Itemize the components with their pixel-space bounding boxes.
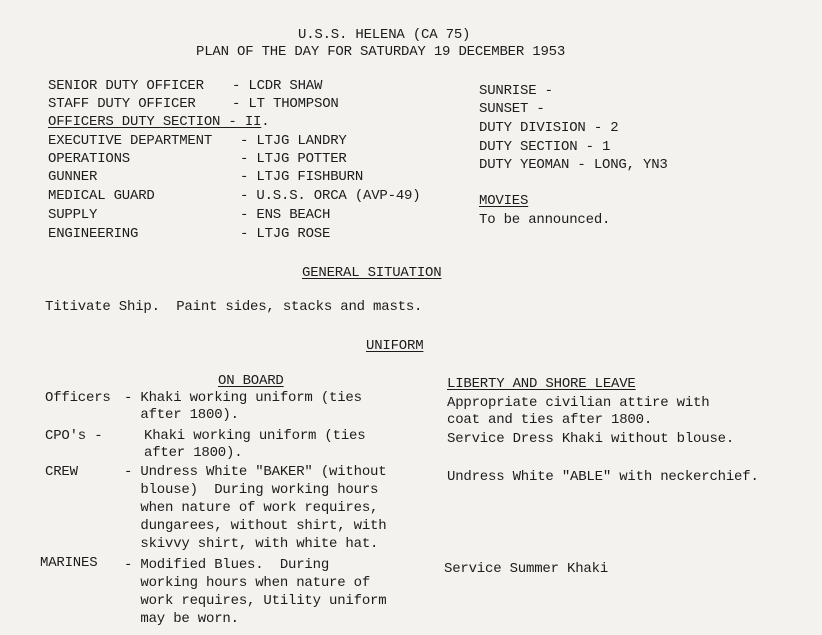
- dept-value: - LTJG LANDRY: [240, 133, 347, 149]
- sunset: SUNSET -: [479, 101, 545, 117]
- general-situation-text: Titivate Ship. Paint sides, stacks and masts.: [45, 299, 423, 315]
- uniform-liberty-line: Service Dress Khaki without blouse.: [447, 431, 735, 447]
- uniform-liberty-line: Service Summer Khaki: [444, 561, 609, 577]
- dept-label: SUPPLY: [48, 207, 98, 223]
- uniform-on-board-line: blouse) During working hours: [124, 482, 379, 498]
- uniform-on-board-line: working hours when nature of: [124, 575, 371, 591]
- staff-duty-value: - LT THOMPSON: [232, 96, 339, 112]
- staff-duty-label: STAFF DUTY OFFICER: [48, 96, 196, 112]
- movies-heading: MOVIES: [479, 193, 529, 209]
- uniform-row-label: CREW: [45, 464, 78, 480]
- dept-value: - LTJG FISHBURN: [240, 169, 364, 185]
- duty-yeoman: DUTY YEOMAN - LONG, YN3: [479, 157, 668, 173]
- uniform-liberty-line: Appropriate civilian attire with: [447, 395, 710, 411]
- dept-value: - LTJG ROSE: [240, 226, 331, 242]
- uniform-liberty-line: coat and ties after 1800.: [447, 412, 653, 428]
- uniform-on-board-line: when nature of work requires,: [124, 500, 379, 516]
- uniform-on-board-line: work requires, Utility uniform: [124, 593, 387, 609]
- uniform-row-label: MARINES: [40, 555, 98, 571]
- sdo-value: - LCDR SHAW: [232, 78, 323, 94]
- uniform-on-board-line: dungarees, without shirt, with: [124, 518, 387, 534]
- duty-section-heading-text: OFFICERS DUTY SECTION - II: [48, 114, 262, 130]
- uniform-on-board-line: - Modified Blues. During: [124, 557, 330, 573]
- dept-label: EXECUTIVE DEPARTMENT: [48, 133, 213, 149]
- duty-section: DUTY SECTION - 1: [479, 139, 611, 155]
- general-situation-heading: GENERAL SITUATION: [302, 265, 442, 281]
- liberty-heading: LIBERTY AND SHORE LEAVE: [447, 376, 636, 392]
- dept-label: ENGINEERING: [48, 226, 139, 242]
- uniform-on-board-line: may be worn.: [124, 611, 239, 627]
- uniform-on-board-line: after 1800).: [124, 407, 239, 423]
- uniform-row-label: Officers: [45, 390, 111, 406]
- dept-label: MEDICAL GUARD: [48, 188, 155, 204]
- dept-label: OPERATIONS: [48, 151, 131, 167]
- uniform-on-board-line: skivvy shirt, with white hat.: [124, 536, 379, 552]
- uniform-heading: UNIFORM: [366, 338, 424, 354]
- uniform-on-board-line: after 1800).: [144, 445, 243, 461]
- dept-value: - U.S.S. ORCA (AVP-49): [240, 188, 421, 204]
- dept-label: GUNNER: [48, 169, 98, 185]
- sunrise: SUNRISE -: [479, 83, 553, 99]
- movies-text: To be announced.: [479, 212, 611, 228]
- on-board-heading: ON BOARD: [218, 373, 284, 389]
- sdo-label: SENIOR DUTY OFFICER: [48, 78, 204, 94]
- uniform-row-label: CPO's -: [45, 428, 103, 444]
- duty-section-period: .: [261, 114, 270, 130]
- uniform-liberty-line: Undress White "ABLE" with neckerchief.: [447, 469, 759, 485]
- uniform-on-board-line: - Khaki working uniform (ties: [124, 390, 362, 406]
- duty-section-heading: [48, 114, 269, 131]
- ship-title: U.S.S. HELENA (CA 75): [298, 27, 471, 43]
- duty-division: DUTY DIVISION - 2: [479, 120, 619, 136]
- dept-value: - ENS BEACH: [240, 207, 331, 223]
- plan-title: PLAN OF THE DAY FOR SATURDAY 19 DECEMBER 1953: [196, 44, 566, 60]
- uniform-on-board-line: - Undress White "BAKER" (without: [124, 464, 387, 480]
- dept-value: - LTJG POTTER: [240, 151, 347, 167]
- uniform-on-board-line: Khaki working uniform (ties: [144, 428, 366, 444]
